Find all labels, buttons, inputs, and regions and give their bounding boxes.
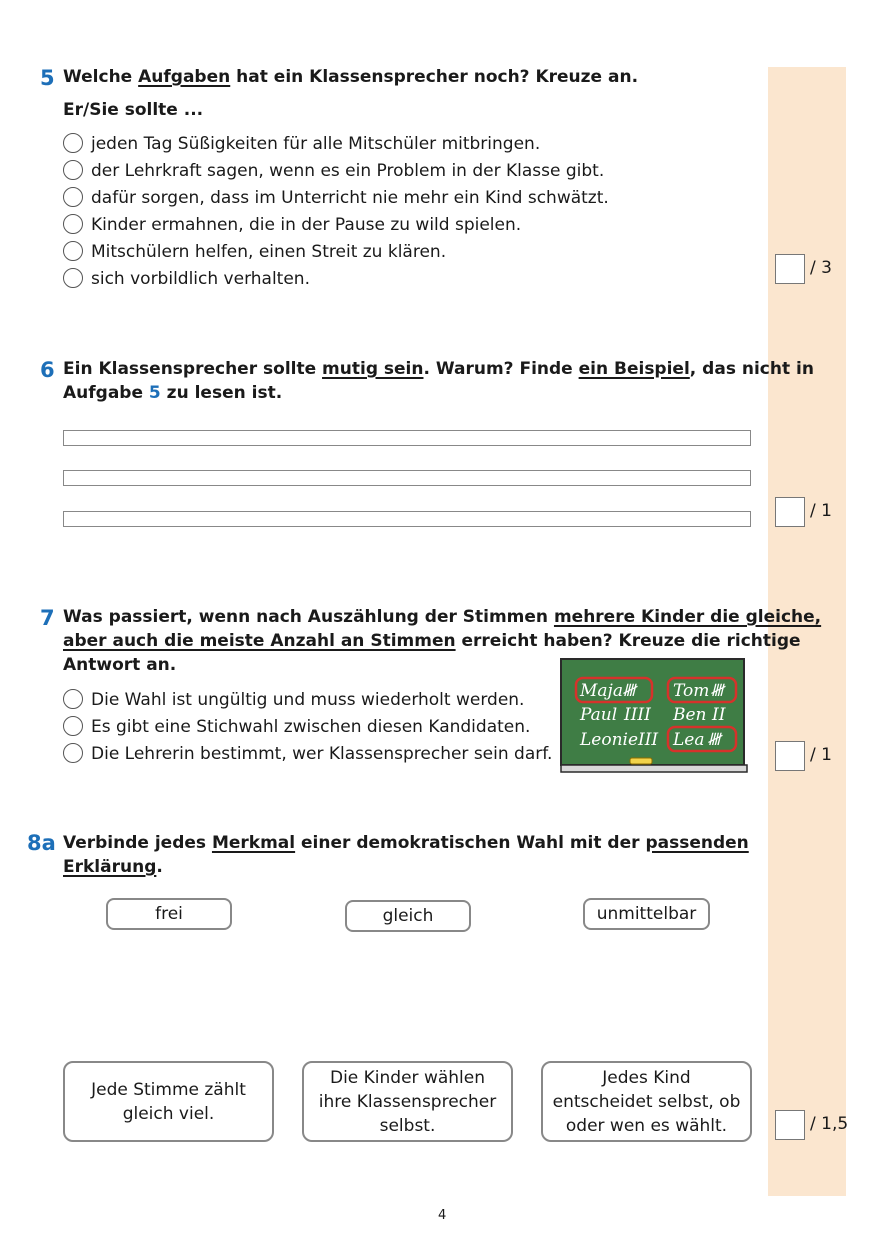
- term-gleich[interactable]: gleich: [345, 900, 471, 932]
- q8a-score-box[interactable]: [775, 1110, 805, 1140]
- question-7-prompt: Was passiert, wenn nach Auszählung der Stimmen mehrere Kinder die gleiche, aber auch die meiste Anzahl an Stimmen erreicht haben? Kreuze die richtige Antwort an.: [63, 607, 822, 675]
- q8a-score-label: / 1,5: [810, 1114, 849, 1134]
- term-frei[interactable]: frei: [106, 898, 232, 930]
- page-number: 4: [438, 1208, 447, 1223]
- chalkboard-illustration: [560, 658, 748, 774]
- radio-circle[interactable]: [63, 716, 83, 736]
- explanation-card-1[interactable]: Jede Stimme zählt gleich viel.: [63, 1061, 274, 1142]
- board-name-maja: Maja: [580, 681, 623, 701]
- question-5-prompt: Welche Aufgaben hat ein Klassensprecher noch? Kreuze an.: [63, 67, 639, 87]
- q6-score-label: / 1: [810, 501, 832, 521]
- board-tally-paul: IIII: [624, 705, 651, 725]
- radio-circle[interactable]: [63, 187, 83, 207]
- radio-circle[interactable]: [63, 743, 83, 763]
- q5-score-label: / 3: [810, 258, 832, 278]
- board-name-paul: Paul: [580, 705, 618, 725]
- q6-answer-line-1[interactable]: [63, 430, 751, 446]
- question-7-number: 7: [40, 606, 55, 630]
- q6-answer-line-2[interactable]: [63, 470, 751, 486]
- q6-answer-line-3[interactable]: [63, 511, 751, 527]
- question-8a-prompt: Verbinde jedes Merkmal einer demokratischen Wahl mit der passenden Erklärung.: [63, 833, 749, 877]
- question-8a-number: 8a: [27, 831, 56, 855]
- board-tally-ben: II: [712, 705, 726, 725]
- board-tally-leonie: III: [638, 730, 659, 750]
- question-5-lead: Er/Sie sollte ...: [63, 100, 204, 120]
- chalkboard-tray: [561, 765, 747, 772]
- board-tally-maja: 𝍸: [622, 681, 636, 701]
- term-unmittelbar[interactable]: unmittelbar: [583, 898, 710, 930]
- question-6-prompt: Ein Klassensprecher sollte mutig sein. Warum? Finde ein Beispiel, das nicht in Aufgabe 5 zu lesen ist.: [63, 359, 814, 403]
- question-5-number: 5: [40, 66, 55, 90]
- explanation-card-3[interactable]: Jedes Kind entscheidet selbst, ob oder wen es wählt.: [541, 1061, 752, 1142]
- radio-circle[interactable]: [63, 133, 83, 153]
- radio-circle[interactable]: [63, 689, 83, 709]
- q7-score-label: / 1: [810, 745, 832, 765]
- radio-circle[interactable]: [63, 268, 83, 288]
- q5-score-box[interactable]: [775, 254, 805, 284]
- q7-score-box[interactable]: [775, 741, 805, 771]
- board-tally-lea: 𝍸: [707, 730, 721, 750]
- board-name-ben: Ben: [673, 705, 707, 725]
- radio-circle[interactable]: [63, 241, 83, 261]
- q6-score-box[interactable]: [775, 497, 805, 527]
- board-name-lea: Lea: [673, 730, 705, 750]
- radio-circle[interactable]: [63, 160, 83, 180]
- chalk-piece: [630, 758, 652, 764]
- board-tally-tom: 𝍸: [710, 681, 724, 701]
- explanation-card-2[interactable]: Die Kinder wählen ihre Klassensprecher selbst.: [302, 1061, 513, 1142]
- radio-circle[interactable]: [63, 214, 83, 234]
- board-name-tom: Tom: [673, 681, 710, 701]
- question-6-number: 6: [40, 358, 55, 382]
- board-name-leonie: Leonie: [580, 730, 639, 750]
